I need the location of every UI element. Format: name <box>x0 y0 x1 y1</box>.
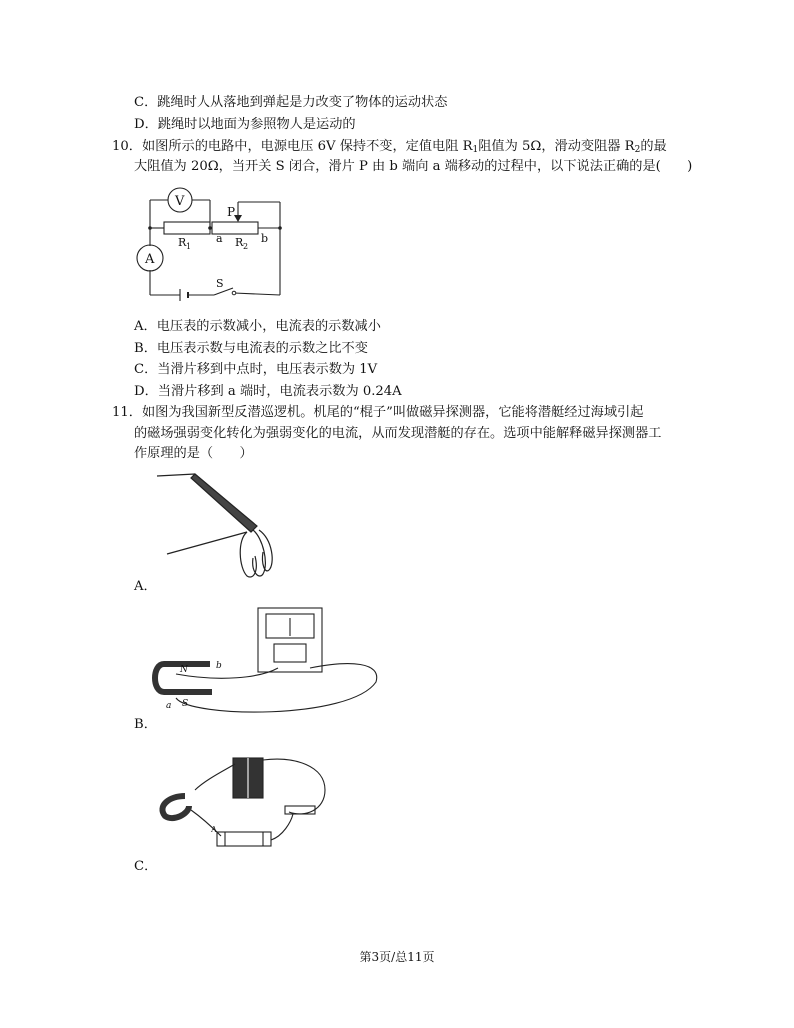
figure-a-magnet-clips <box>155 468 285 586</box>
pole-n-label: N <box>180 665 188 675</box>
slider-arrow-icon <box>234 215 242 222</box>
q10-stem-text-b: 阻值为 5Ω，滑动变阻器 R <box>478 139 635 154</box>
q10-option-a: A．电压表的示数减小，电流表的示数减小 <box>134 319 381 334</box>
r2-label-sub: 2 <box>243 242 249 251</box>
q10-stem-line1 <box>112 138 667 159</box>
wire-end-b-label: b <box>216 661 222 671</box>
page-footer: 第3页/总11页 <box>359 950 435 964</box>
table-line <box>167 532 247 554</box>
wire-loop <box>176 664 377 712</box>
slider-label: P <box>227 205 236 219</box>
circuit-diagram <box>130 180 300 305</box>
wire-top <box>176 668 278 678</box>
q10-option-b: B．电压表示数与电流表的示数之比不变 <box>134 341 368 356</box>
figure-c-label: C． <box>134 859 158 874</box>
q10-stem-text-a: 10．如图所示的电路中，电源电压 6V 保持不变，定值电阻 R <box>112 139 473 154</box>
wire-end-a-label: a <box>166 701 172 711</box>
figure-a-label: A． <box>134 579 157 594</box>
q10-stem-text-c: 的最 <box>640 139 667 154</box>
end-a-label: a <box>216 232 223 245</box>
q11-stem-line1: 11．如图为我国新型反潜巡逻机。机尾的“棍子”叫做磁异探测器，它能将潜艇经过海域引起 <box>112 405 644 420</box>
r2-label: R <box>235 236 244 249</box>
resistor-r1 <box>164 222 210 234</box>
clip-2 <box>253 530 266 576</box>
q9-option-d: D．跳绳时以地面为参照物人是运动的 <box>134 117 356 132</box>
wire-c4 <box>271 814 293 840</box>
end-b-label: b <box>261 232 269 245</box>
r2-subscript: 2 <box>634 145 641 155</box>
table-edge <box>157 474 195 476</box>
q9-option-c: C．跳绳时人从落地到弹起是力改变了物体的运动状态 <box>134 95 448 110</box>
pole-s-label: S <box>182 699 189 709</box>
q11-stem-line2: 的磁场强弱变化转化为强弱变化的电流，从而发现潜艇的存在。选项中能解释磁异探测器工 <box>134 426 662 441</box>
figure-c-a-label: A <box>211 825 217 834</box>
figure-b-induction-galvanometer <box>150 602 380 718</box>
galvanometer-base <box>274 644 306 662</box>
figure-c-motor-setup <box>155 750 335 858</box>
voltmeter-label: V <box>175 194 185 209</box>
magnet-bar <box>191 474 257 532</box>
wire-bottom-right <box>234 293 280 295</box>
q11-stem-line3: 作原理的是（ ） <box>134 446 253 461</box>
u-magnet-c <box>162 796 189 818</box>
wire-c1 <box>195 764 235 790</box>
q10-option-d: D．当滑片移到 a 端时，电流表示数为 0.24A <box>134 384 402 399</box>
figure-b-label: B． <box>134 717 157 732</box>
r1-label: R <box>178 236 187 249</box>
switch-label: S <box>216 277 224 290</box>
q10-stem-line2: 大阻值为 20Ω，当开关 S 闭合，滑片 P 由 b 端向 a 端移动的过程中，以下说法正确的是( ) <box>134 159 693 174</box>
switch-c <box>285 806 315 814</box>
q10-option-c: C．当滑片移到中点时，电压表示数为 1V <box>134 362 378 377</box>
ammeter-label: A <box>145 252 155 267</box>
r1-subscript: 1 <box>472 145 479 155</box>
r1-label-sub: 1 <box>186 242 192 251</box>
